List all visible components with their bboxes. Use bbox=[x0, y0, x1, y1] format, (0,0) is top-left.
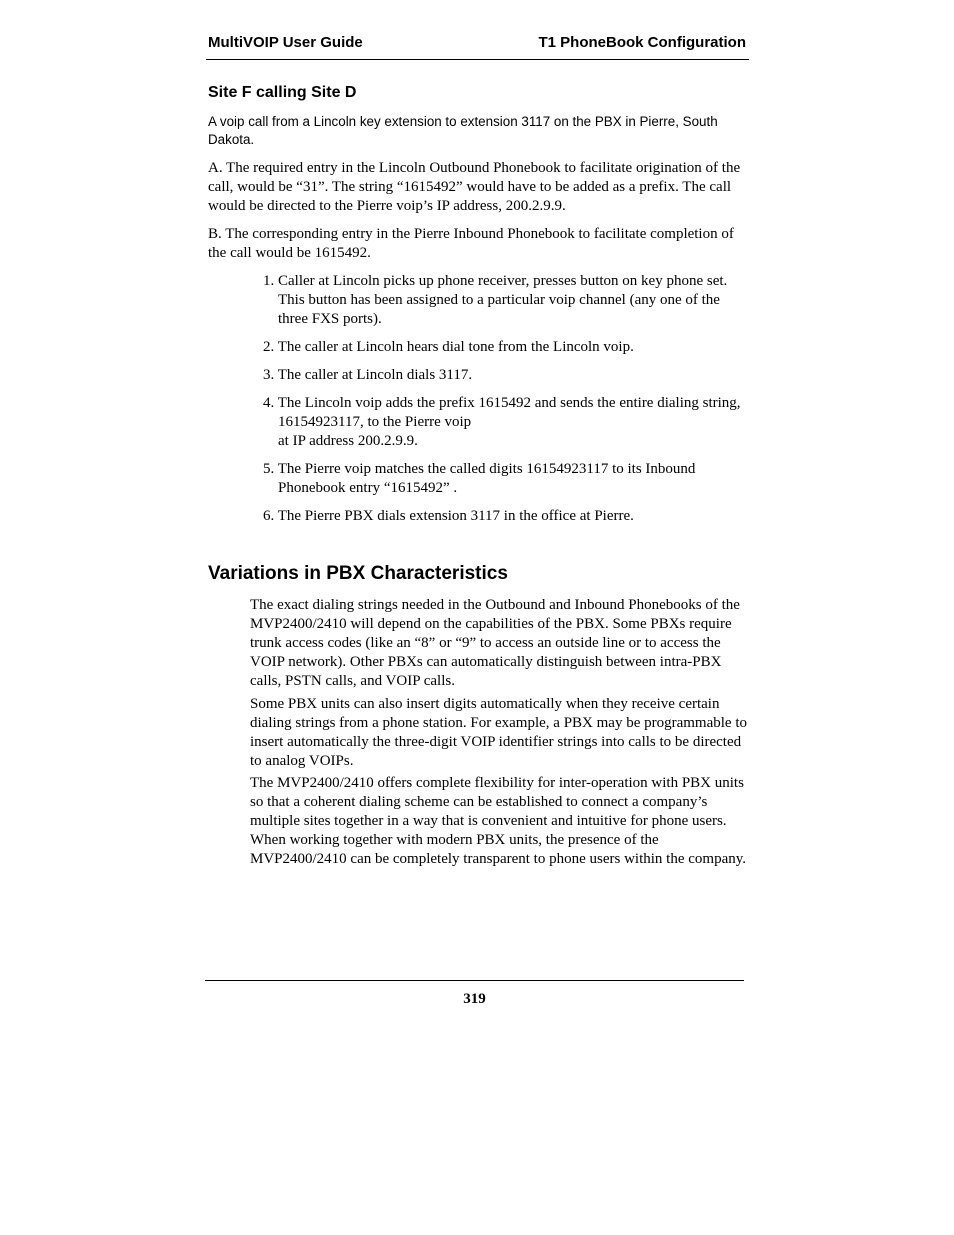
list-item bbox=[263, 338, 753, 357]
paragraph-a: A. The required entry in the Lincoln Outbound Phonebook to facilitate origination of the call, would be “31”. The string “1615492” would have to be added as a prefix. The call would be directed to the Pierre voip’s IP address, 200.2.9.9. bbox=[208, 160, 741, 214]
call-steps-list bbox=[263, 272, 753, 535]
variations-paragraph-2: Some PBX units can also insert digits automatically when they receive certain dialing strings from a phone station. For example, a PBX may be programmable to insert automatically the three-digit VOIP identifier strings into calls to be directed to analog VOIPs. bbox=[250, 696, 747, 769]
list-item bbox=[263, 460, 753, 498]
list-item bbox=[263, 507, 753, 526]
step-text: 1. Caller at Lincoln picks up phone receiver, presses button on key phone set. This button has been assigned to a particular voip channel (any one of the three FXS ports). bbox=[263, 273, 728, 327]
step-continuation: at IP address 200.2.9.9. bbox=[278, 433, 418, 449]
list-item bbox=[263, 272, 753, 329]
list-item bbox=[263, 394, 753, 451]
step-text: 6. The Pierre PBX dials extension 3117 in the office at Pierre. bbox=[263, 508, 634, 524]
footer-divider bbox=[205, 980, 744, 981]
page-number: 319 bbox=[463, 991, 486, 1007]
step-text: 5. The Pierre voip matches the called digits 16154923117 to its Inbound Phonebook entry “1615492” . bbox=[263, 461, 696, 496]
site-section-intro: A voip call from a Lincoln key extension to extension 3117 on the PBX in Pierre, South Dakota. bbox=[208, 114, 718, 147]
step-text: 2. The caller at Lincoln hears dial tone from the Lincoln voip. bbox=[263, 339, 634, 355]
site-section-heading: Site F calling Site D bbox=[208, 84, 357, 101]
variations-paragraph-3: The MVP2400/2410 offers complete flexibility for inter-operation with PBX units so that a coherent dialing scheme can be established to connect a company’s multiple sites together in a way that is convenient and intuitive for phone users. When working together with modern PBX units, the presence of the MVP2400/2410 can be completely transparent to phone users within the company. bbox=[250, 775, 747, 867]
variations-heading: Variations in PBX Characteristics bbox=[208, 563, 508, 584]
step-text: 4. The Lincoln voip adds the prefix 1615492 and sends the entire dialing string, 16154923117, to the Pierre voip bbox=[263, 395, 741, 430]
variations-paragraph-1: The exact dialing strings needed in the Outbound and Inbound Phonebooks of the MVP2400/2410 will depend on the capabilities of the PBX. Some PBXs require trunk access codes (like an “8” or “9” to access an outside line or to access the VOIP network). Other PBXs can automatically distinguish between intra-PBX calls, PSTN calls, and VOIP calls. bbox=[250, 597, 740, 689]
list-item bbox=[263, 366, 753, 385]
header-chapter-title: T1 PhoneBook Configuration bbox=[538, 34, 746, 51]
step-text: 3. The caller at Lincoln dials 3117. bbox=[263, 367, 473, 383]
paragraph-b: B. The corresponding entry in the Pierre Inbound Phonebook to facilitate completion of the call would be 1615492. bbox=[208, 226, 734, 261]
page-header bbox=[206, 33, 749, 60]
header-guide-title: MultiVOIP User Guide bbox=[208, 34, 363, 51]
